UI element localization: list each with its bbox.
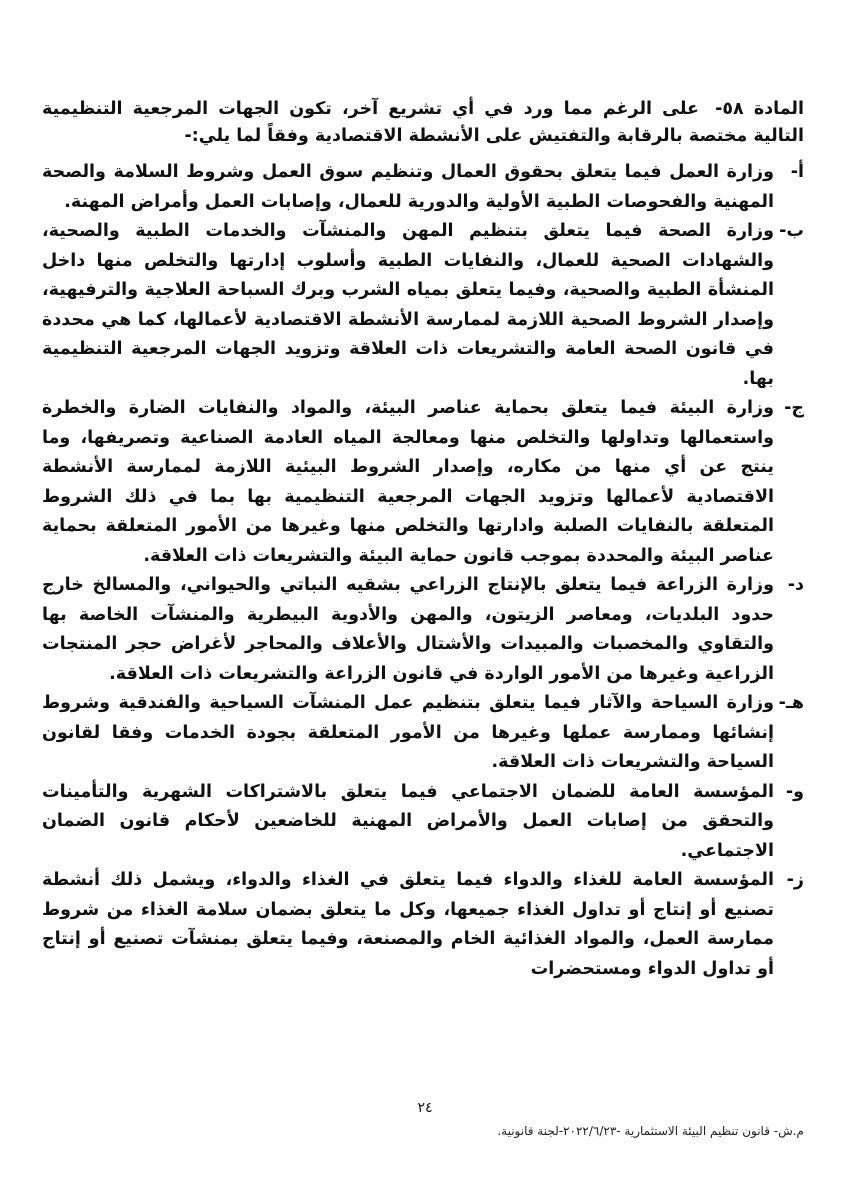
article-58 <box>42 96 804 150</box>
list-item-letter: أ- <box>790 162 804 182</box>
list-item-letter: ج- <box>784 398 804 418</box>
list-item-letter: ز- <box>786 870 804 890</box>
list-item-text: وزارة السياحة والآثار فيما يتعلق بتنظيم عمل المنشآت السياحية والفندقية وشروط إنشائها وممارسة عملها وغيرها من الأمور المتعلقة بجودة الخدمات وفقا لقانون السياحة والتشريعات ذات العلاقة. <box>42 693 774 772</box>
list-item-d <box>42 571 804 689</box>
list-item-g <box>42 866 804 984</box>
list-item-c <box>42 394 804 571</box>
list-item-letter: هـ- <box>778 693 804 713</box>
list-item-a <box>42 158 804 217</box>
list-item-e <box>42 689 804 778</box>
list-item-text: المؤسسة العامة للغذاء والدواء فيما يتعلق في الغذاء والدواء، ويشمل ذلك أنشطة تصنيع أو إنتاج أو تداول الغذاء جميعها، وكل ما يتعلق بضمان سلامة الغذاء من شروط ممارسة العمل، والمواد الغذائية الخام والمصنعة، وفيما يتعلق بمنشآت تصنيع أو إنتاج أو تداول الدواء ومستحضرات <box>42 870 774 979</box>
list-item-text: المؤسسة العامة للضمان الاجتماعي فيما يتعلق بالاشتراكات الشهرية والتأمينات والتحقق من إصابات العمل والأمراض المهنية للخاضعين لأحكام قانون الضمان الاجتماعي. <box>42 781 774 861</box>
list-item-text: وزارة الزراعة فيما يتعلق بالإنتاج الزراعي بشقيه النباتي والحيواني، والمسالخ خارج حدود البلديات، ومعاصر الزيتون، والمهن والأدوية البيطرية والمنشآت الخاصة بها والتقاوي والمخصبات والمبيدات والأشتال والأعلاف والمحاجر لأغراض حجر المنتجات الزراعية وغيرها من الأمور الواردة في قانون الزراعة والتشريعات ذات العلاقة. <box>42 575 774 684</box>
page-footer: م.ش- قانون تنظيم البيئة الاستثمارية -٢٠٢٢/٦/٢٣-لجنة قانونية. <box>497 1124 804 1138</box>
article-label: المادة ٥٨- <box>715 99 805 119</box>
article-intro-text: على الرغم مما ورد في أي تشريع آخر، تكون الجهات المرجعية التنظيمية التالية مختصة بالرقابة والتفتيش على الأنشطة الاقتصادية وفقاً لما يلي:- <box>42 99 804 146</box>
list-item-text: وزارة العمل فيما يتعلق بحقوق العمال وتنظيم سوق العمل وشروط السلامة والصحة المهنية والفحوصات الطبية الأولية والدورية للعمال، وإصابات العمل وأمراض المهنة. <box>42 162 774 212</box>
page-number: ٢٤ <box>417 1100 433 1116</box>
list-item-text: وزارة البيئة فيما يتعلق بحماية عناصر البيئة، والمواد والنفايات الضارة والخطرة واستعمالها وتداولها والتخلص منها ومعالجة المياه العادمة الصناعية وتصريفها، وما ينتج عن أي منها من مكاره، وإصدار الشروط البيئية اللازمة لممارسة الأنشطة الاقتصادية لأعمالها وتزويد الجهات المرجعية التنظيمية بها بما في ذلك الشروط المتعلقة بالنفايات الصلبة وادارتها والتخلص منها وغيرها من الأمور المتعلقة بحماية عناصر البيئة والمحددة بموجب قانون حماية البيئة والتشريعات ذات العلاقة. <box>42 398 774 566</box>
document-body <box>42 96 804 984</box>
list-item-f <box>42 778 804 867</box>
list-item-b <box>42 217 804 394</box>
list-item-letter: و- <box>785 781 804 802</box>
list-item-letter: د- <box>787 575 804 595</box>
list-item-text: وزارة الصحة فيما يتعلق بتنظيم المهن والمنشآت والخدمات الطبية والصحية، والشهادات الصحية للعمال، والنفايات الطبية وأسلوب إدارتها والتخلص منها داخل المنشأة الطبية والصحية، وفيما يتعلق بمياه الشرب وبرك السباحة العلاجية والترفيهية، وإصدار الشروط الصحية اللازمة لممارسة الأنشطة الاقتصادية لأعمالها، كما هي محددة في قانون الصحة العامة والتشريعات ذات العلاقة وتزويد الجهات المرجعية التنظيمية بها. <box>42 221 774 389</box>
list-item-letter: ب- <box>779 221 804 241</box>
